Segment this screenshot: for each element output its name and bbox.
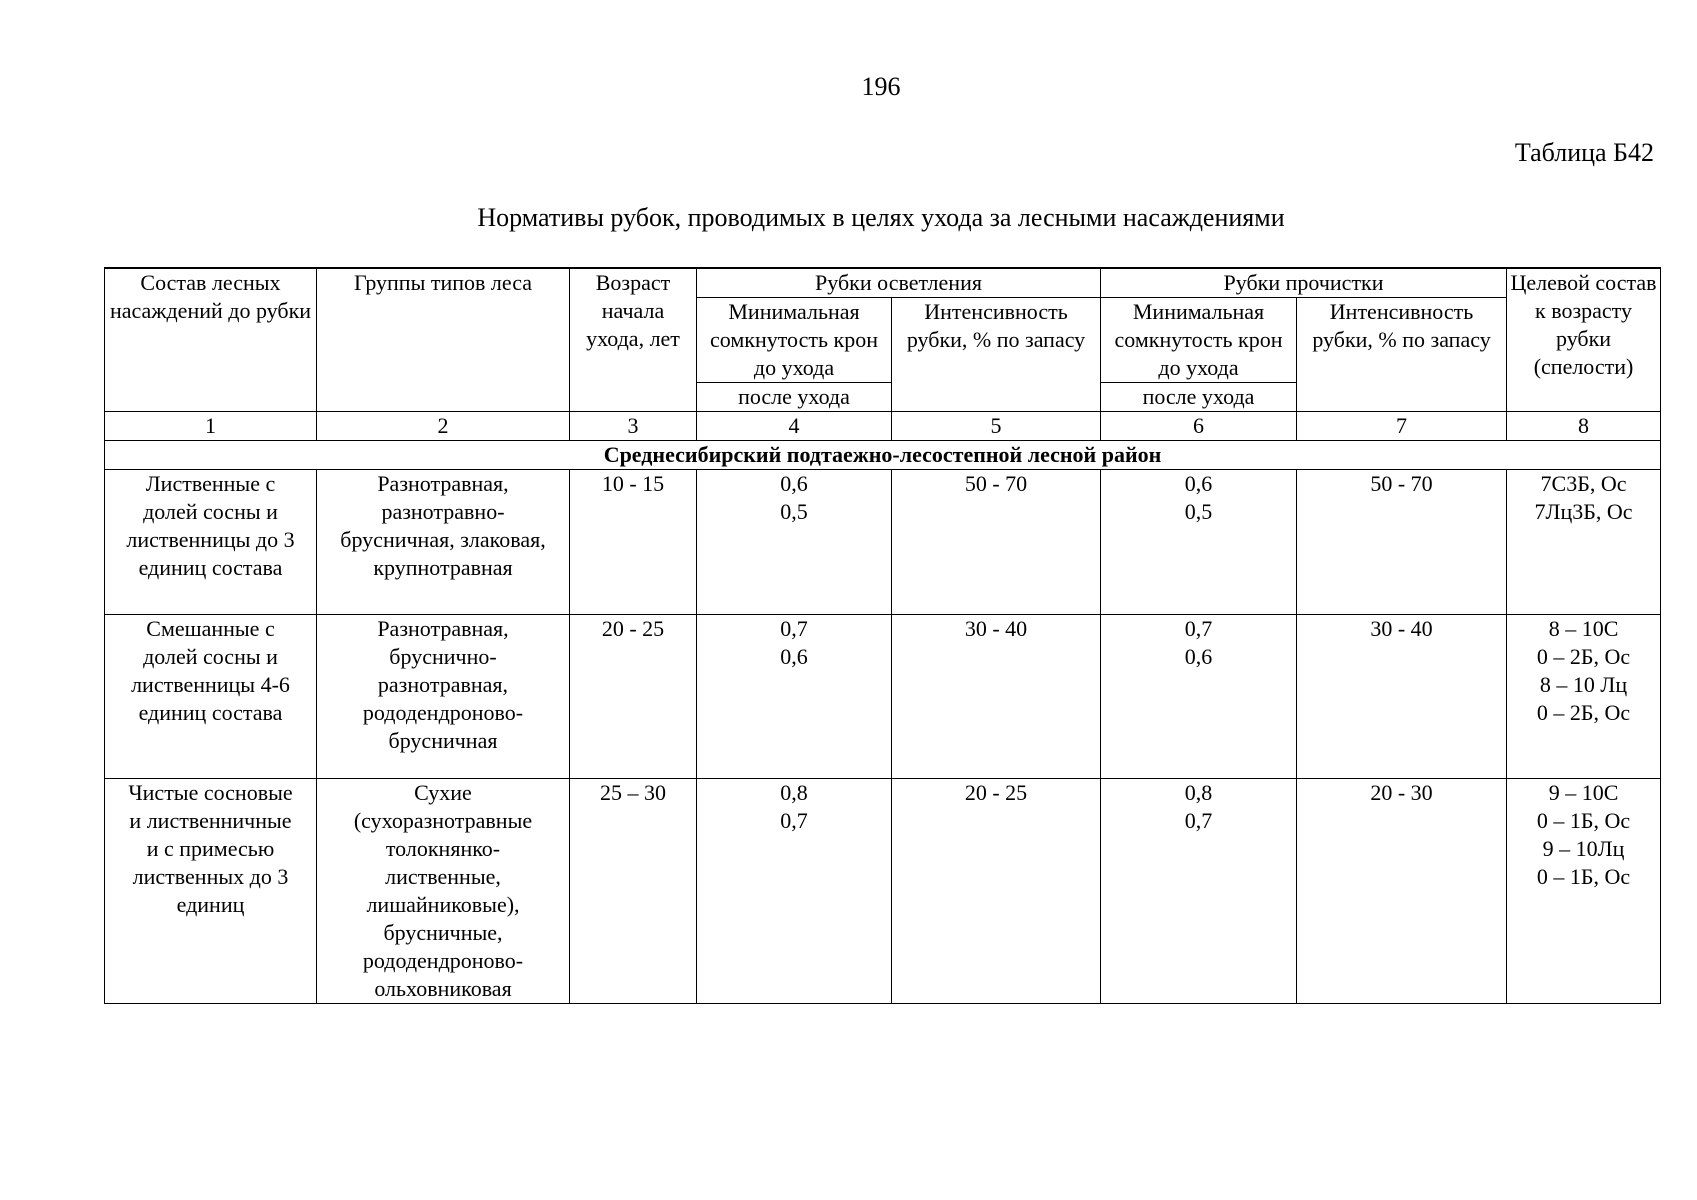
column-number: 3	[570, 412, 697, 441]
page-number: 196	[861, 72, 901, 101]
column-number: 6	[1101, 412, 1297, 441]
column-number: 7	[1297, 412, 1507, 441]
column-number: 5	[892, 412, 1101, 441]
cell-clearing-density: 0,6 0,5	[697, 470, 892, 615]
header-cleaning-intensity: Интенсивность рубки, % по запасу	[1297, 298, 1507, 412]
header-clearing-min-density: Минимальная сомкнутость крон до ухода	[697, 298, 892, 383]
header-clearing-after-care: после ухода	[697, 383, 892, 412]
cell-cleaning-density: 0,6 0,5	[1101, 470, 1297, 615]
column-number: 2	[317, 412, 570, 441]
cell-forest-types: Разнотравная, бруснично- разнотравная, рододендроново- брусничная	[317, 615, 570, 779]
norms-table	[104, 267, 1661, 1004]
cell-target-composition: 9 – 10С 0 – 1Б, Ос 9 – 10Лц 0 – 1Б, Ос	[1507, 779, 1661, 1004]
cell-forest-types: Разнотравная, разнотравно- брусничная, злаковая, крупнотравная	[317, 470, 570, 615]
cell-start-age: 10 - 15	[570, 470, 697, 615]
cell-cleaning-density: 0,8 0,7	[1101, 779, 1297, 1004]
column-number: 4	[697, 412, 892, 441]
table-row	[105, 470, 1661, 615]
cell-composition: Чистые сосновые и лиственничные и с примесью лиственных до 3 единиц	[105, 779, 317, 1004]
header-composition: Состав лесных насаждений до рубки	[105, 268, 317, 412]
cell-cleaning-density: 0,7 0,6	[1101, 615, 1297, 779]
header-clearing-intensity: Интенсивность рубки, % по запасу	[892, 298, 1101, 412]
column-number: 8	[1507, 412, 1661, 441]
cell-composition: Лиственные с долей сосны и лиственницы до 3 единиц состава	[105, 470, 317, 615]
cell-clearing-intensity: 50 - 70	[892, 470, 1101, 615]
document-title: Нормативы рубок, проводимых в целях ухода за лесными насаждениями	[477, 203, 1285, 232]
cell-target-composition: 8 – 10С 0 – 2Б, Ос 8 – 10 Лц 0 – 2Б, Ос	[1507, 615, 1661, 779]
table-row	[105, 615, 1661, 779]
table-row	[105, 779, 1661, 1004]
cell-clearing-density: 0,8 0,7	[697, 779, 892, 1004]
cell-forest-types: Сухие (сухоразнотравные толокнянко- лиственные, лишайниковые), брусничные, рододендроново- ольховниковая	[317, 779, 570, 1004]
cell-clearing-density: 0,7 0,6	[697, 615, 892, 779]
region-heading: Среднесибирский подтаежно-лесостепной лесной район	[105, 441, 1661, 470]
cell-target-composition: 7С3Б, Ос 7Лц3Б, Ос	[1507, 470, 1661, 615]
header-forest-types: Группы типов леса	[317, 268, 570, 412]
table-label: Таблица Б42	[1514, 138, 1654, 167]
header-cleaning-group: Рубки прочистки	[1101, 268, 1507, 298]
cell-start-age: 20 - 25	[570, 615, 697, 779]
cell-clearing-intensity: 20 - 25	[892, 779, 1101, 1004]
header-target-composition: Целевой состав к возрасту рубки (спелости)	[1507, 268, 1661, 412]
header-start-age: Возраст начала ухода, лет	[570, 268, 697, 412]
header-cleaning-after-care: после ухода	[1101, 383, 1297, 412]
column-number: 1	[105, 412, 317, 441]
cell-cleaning-intensity: 50 - 70	[1297, 470, 1507, 615]
cell-composition: Смешанные с долей сосны и лиственницы 4-6 единиц состава	[105, 615, 317, 779]
header-cleaning-min-density: Минимальная сомкнутость крон до ухода	[1101, 298, 1297, 383]
cell-cleaning-intensity: 20 - 30	[1297, 779, 1507, 1004]
header-clearing-group: Рубки осветления	[697, 268, 1101, 298]
cell-start-age: 25 – 30	[570, 779, 697, 1004]
cell-cleaning-intensity: 30 - 40	[1297, 615, 1507, 779]
cell-clearing-intensity: 30 - 40	[892, 615, 1101, 779]
